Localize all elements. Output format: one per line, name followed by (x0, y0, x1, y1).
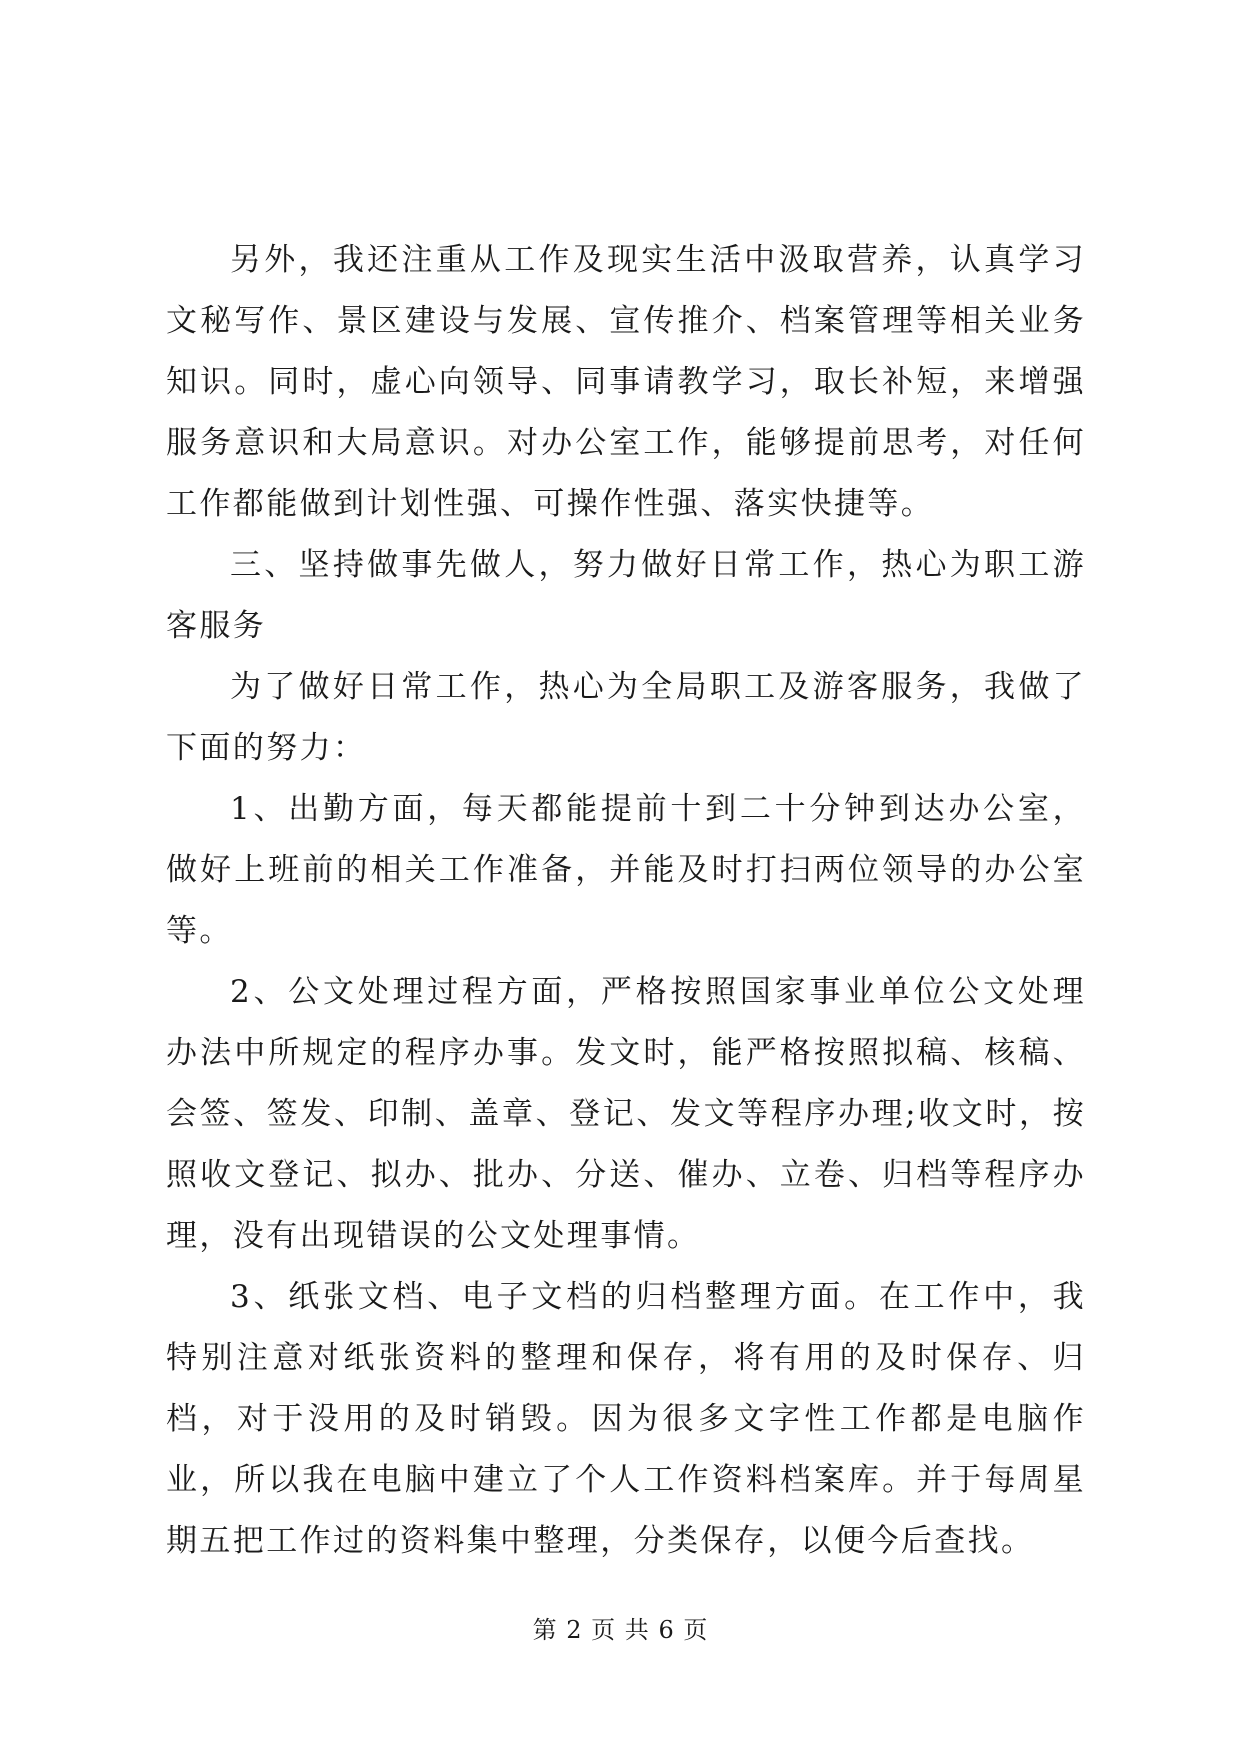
page-number-footer: 第 2 页 共 6 页 (532, 1616, 709, 1644)
paragraph-attendance: 1、出勤方面，每天都能提前十到二十分钟到达办公室，做好上班前的相关工作准备，并能及时打扫两位领导的办公室等。 (166, 791, 1086, 949)
paragraph-document-handling: 2、公文处理过程方面，严格按照国家事业单位公文处理办法中所规定的程序办事。发文时，能严格按照拟稿、核稿、会签、签发、印制、盖章、登记、发文等程序办理;收文时，按照收文登记、拟办、批办、分送、催办、立卷、归档等程序办理，没有出现错误的公文处理事情。 (166, 974, 1086, 1254)
section-heading-three: 三、坚持做事先做人，努力做好日常工作，热心为职工游客服务 (166, 547, 1086, 644)
paragraph-archiving: 3、纸张文档、电子文档的归档整理方面。在工作中，我特别注意对纸张资料的整理和保存，将有用的及时保存、归档，对于没用的及时销毁。因为很多文字性工作都是电脑作业，所以我在电脑中建立了个人工作资料档案库。并于每周星期五把工作过的资料集中整理，分类保存，以便今后查找。 (166, 1279, 1086, 1559)
document-body (166, 230, 1086, 1572)
paragraph-efforts-intro: 为了做好日常工作，热心为全局职工及游客服务，我做了下面的努力： (166, 669, 1086, 766)
paragraph-self-study: 另外，我还注重从工作及现实生活中汲取营养，认真学习文秘写作、景区建设与发展、宣传推介、档案管理等相关业务知识。同时，虚心向领导、同事请教学习，取长补短，来增强服务意识和大局意识。对办公室工作，能够提前思考，对任何工作都能做到计划性强、可操作性强、落实快捷等。 (166, 242, 1086, 522)
